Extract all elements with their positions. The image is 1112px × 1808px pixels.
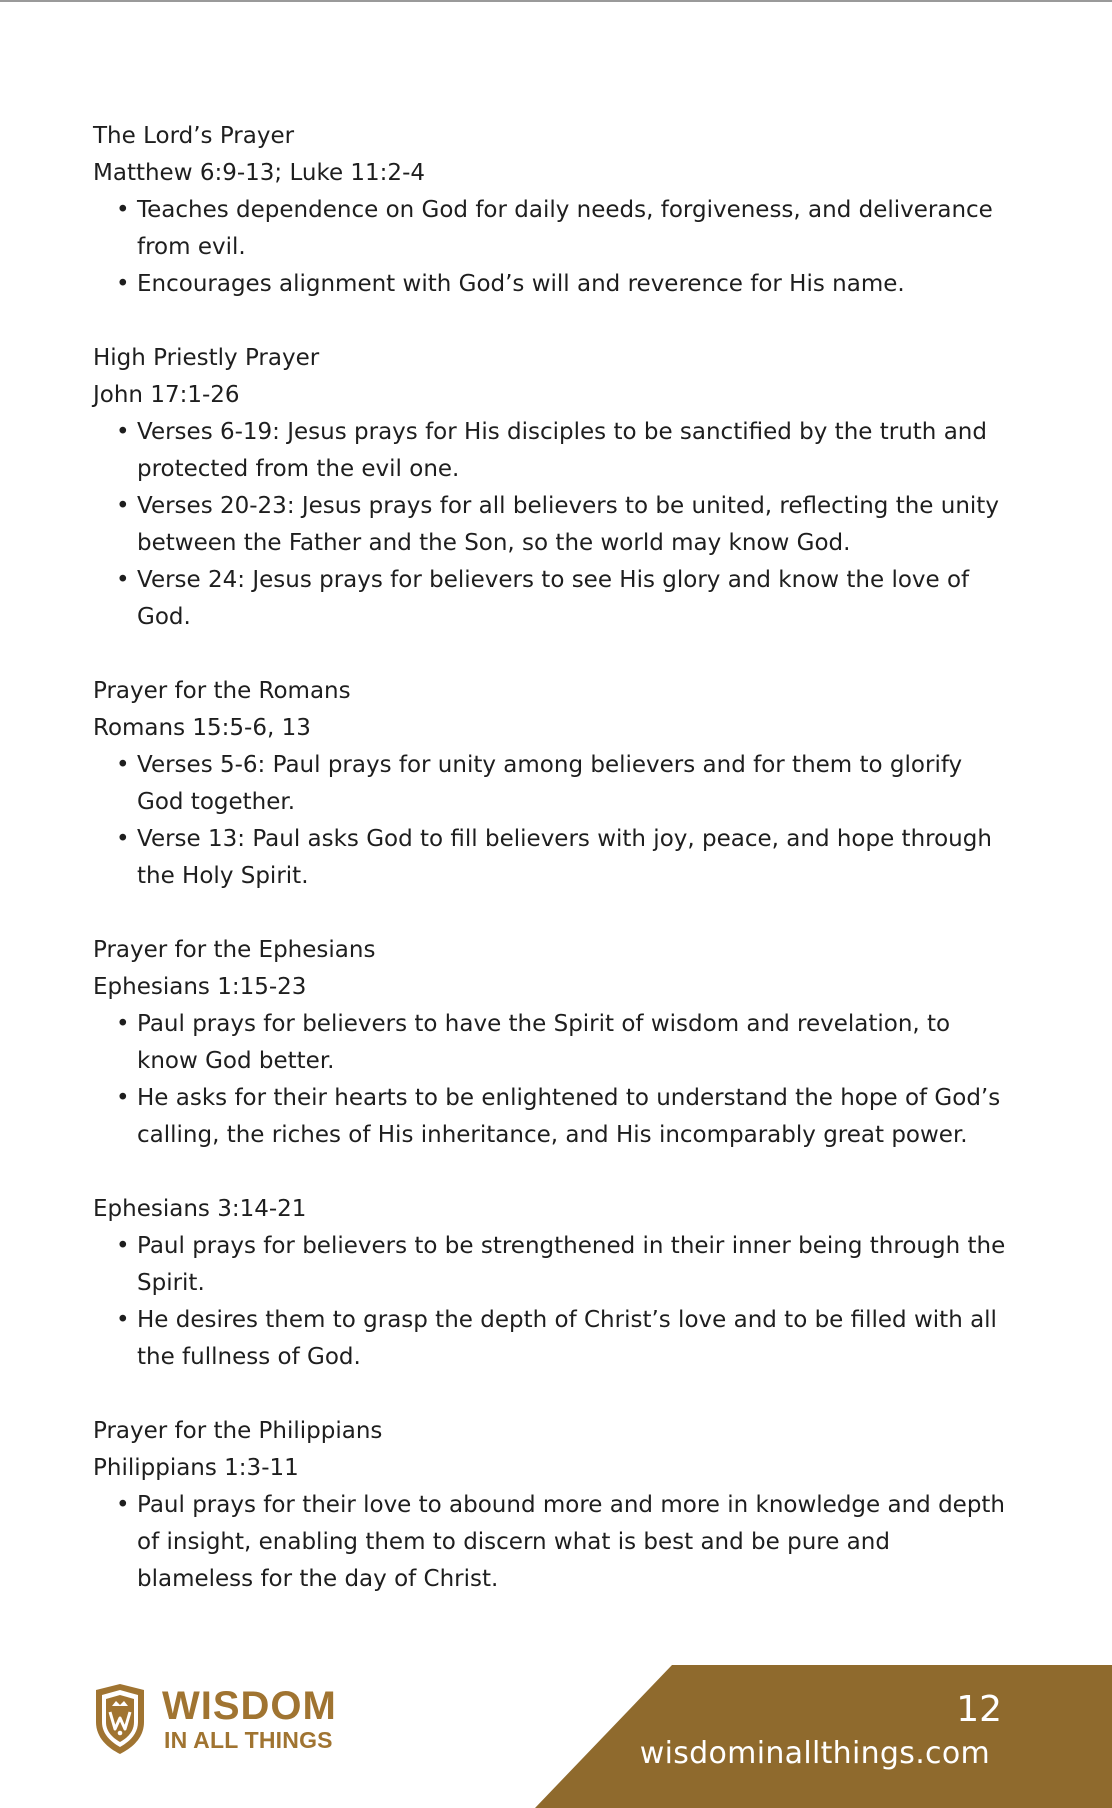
section-title: Prayer for the Philippians	[93, 1418, 383, 1444]
scripture-reference: Romans 15:5-6, 13	[93, 715, 311, 741]
list-item-text: Verse 24: Jesus prays for believers to see His glory and know the love of God.	[137, 567, 970, 630]
point-list	[93, 1228, 1013, 1376]
list-item	[93, 1080, 1013, 1154]
scripture-reference: Ephesians 1:15-23	[93, 974, 307, 1000]
page-content	[93, 118, 1013, 1635]
list-item-text: He asks for their hearts to be enlightened to understand the hope of God’s calling, the riches of His inheritance, and His incomparably great power.	[137, 1085, 1001, 1148]
scripture-reference: Ephesians 3:14-21	[93, 1196, 307, 1222]
list-item-text: He desires them to grasp the depth of Christ’s love and to be filled with all the fullness of God.	[137, 1307, 997, 1370]
list-item	[93, 821, 1013, 895]
prayer-section	[93, 340, 1013, 636]
bullet-icon: •	[116, 826, 130, 852]
list-item	[93, 1302, 1013, 1376]
scripture-reference: Matthew 6:9-13; Luke 11:2-4	[93, 160, 425, 186]
list-item	[93, 488, 1013, 562]
bullet-icon: •	[116, 493, 130, 519]
list-item	[93, 1006, 1013, 1080]
section-title: The Lord’s Prayer	[93, 123, 295, 149]
bullet-icon: •	[116, 197, 130, 223]
bullet-icon: •	[116, 1233, 130, 1259]
bullet-icon: •	[116, 419, 130, 445]
top-border	[0, 0, 1112, 2]
list-item-text: Verses 5-6: Paul prays for unity among believers and for them to glorify God together.	[137, 752, 963, 815]
logo[interactable]	[92, 1682, 352, 1762]
logo-tagline: IN ALL THINGS	[164, 1727, 333, 1753]
list-item-text: Encourages alignment with God’s will and reverence for His name.	[137, 271, 905, 297]
list-item	[93, 414, 1013, 488]
section-title: High Priestly Prayer	[93, 345, 320, 371]
bullet-icon: •	[116, 752, 130, 778]
prayer-section	[93, 118, 1013, 303]
point-list	[93, 747, 1013, 895]
list-item-text: Paul prays for believers to be strengthened in their inner being through the Spirit.	[137, 1233, 1006, 1296]
site-url[interactable]: wisdominallthings.com	[639, 1736, 990, 1771]
list-item-text: Paul prays for believers to have the Spirit of wisdom and revelation, to know God better.	[137, 1011, 951, 1074]
bullet-icon: •	[116, 1085, 130, 1111]
point-list	[93, 414, 1013, 636]
bullet-icon: •	[116, 567, 130, 593]
list-item	[93, 192, 1013, 266]
point-list	[93, 192, 1013, 303]
list-item	[93, 747, 1013, 821]
list-item-text: Verses 6-19: Jesus prays for His disciples to be sanctified by the truth and protected from the evil one.	[137, 419, 987, 482]
bullet-icon: •	[116, 1011, 130, 1037]
list-item-text: Verses 20-23: Jesus prays for all believers to be united, reflecting the unity between the Father and the Son, so the world may know God.	[137, 493, 999, 556]
list-item	[93, 266, 1013, 303]
list-item	[93, 1228, 1013, 1302]
scripture-reference: Philippians 1:3-11	[93, 1455, 299, 1481]
list-item-text: Paul prays for their love to abound more and more in knowledge and depth of insight, enabling them to discern what is best and be pure and blameless for the day of Christ.	[137, 1492, 1006, 1592]
bullet-icon: •	[116, 1307, 130, 1333]
prayer-section	[93, 932, 1013, 1154]
bullet-icon: •	[116, 271, 130, 297]
bullet-icon: •	[116, 1492, 130, 1518]
section-title: Prayer for the Romans	[93, 678, 351, 704]
scripture-reference: John 17:1-26	[93, 382, 240, 408]
logo-wordmark: WISDOM	[162, 1684, 337, 1728]
prayer-section	[93, 673, 1013, 895]
list-item-text: Teaches dependence on God for daily needs, forgiveness, and deliverance from evil.	[137, 197, 993, 260]
section-title: Prayer for the Ephesians	[93, 937, 376, 963]
page-number: 12	[956, 1689, 1002, 1730]
point-list	[93, 1006, 1013, 1154]
prayer-section	[93, 1191, 1013, 1376]
prayer-section	[93, 1413, 1013, 1598]
list-item-text: Verse 13: Paul asks God to fill believers with joy, peace, and hope through the Holy Spirit.	[137, 826, 992, 889]
point-list	[93, 1487, 1013, 1598]
list-item	[93, 562, 1013, 636]
list-item	[93, 1487, 1013, 1598]
shield-crown-w-icon	[92, 1682, 148, 1756]
